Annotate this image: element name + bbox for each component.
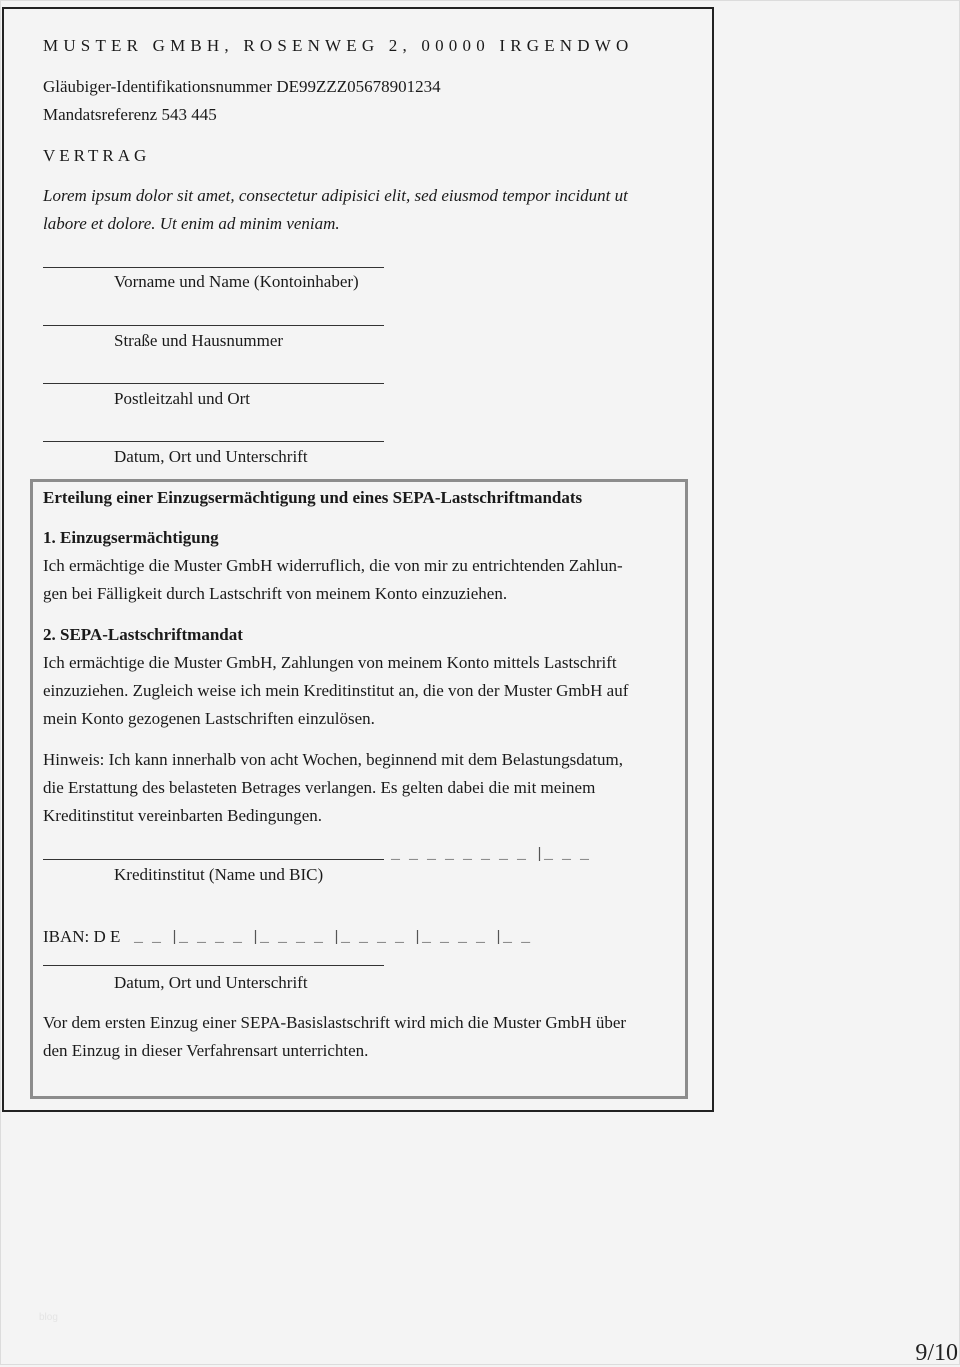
mandate-title: Erteilung einer Einzugsermächtigung und eines SEPA-Lastschriftmandats <box>43 488 583 507</box>
bic-input-field[interactable]: _ _ _ _ _ _ _ _ |_ _ _ <box>391 846 590 863</box>
street-input-line[interactable] <box>43 325 384 326</box>
section1-text-line-2: gen bei Fälligkeit durch Lastschrift von meinem Konto einzuziehen. <box>43 584 508 603</box>
notice-text-line-2: die Erstattung des belasteten Betrages verlangen. Es gelten dabei die mit meinem <box>43 778 596 797</box>
page-indicator: 9/10 <box>915 1340 958 1366</box>
section1-text-line-1: Ich ermächtige die Muster GmbH widerruflich, die von mir zu entrichtenden Zahlun- <box>43 556 623 575</box>
bank-name-input-line[interactable] <box>43 859 384 860</box>
mandate-signature-label: Datum, Ort und Unterschrift <box>114 973 308 992</box>
signature-field-label: Datum, Ort und Unterschrift <box>114 447 308 466</box>
section2-heading: 2. SEPA-Lastschriftmandat <box>43 625 243 644</box>
iban-label: IBAN: D E <box>43 927 121 946</box>
postal-city-field-label: Postleitzahl und Ort <box>114 389 250 408</box>
section1-heading: 1. Einzugsermächtigung <box>43 528 219 547</box>
closing-text-line-2: den Einzug in dieser Verfahrensart unterrichten. <box>43 1041 369 1060</box>
contract-title: VERTRAG <box>43 146 151 165</box>
signature-input-line[interactable] <box>43 441 384 442</box>
intro-text-line-2: labore et dolore. Ut enim ad minim veniam. <box>43 214 340 233</box>
closing-text-line-1: Vor dem ersten Einzug einer SEPA-Basislastschrift wird mich die Muster GmbH über <box>43 1013 627 1032</box>
creditor-id: Gläubiger-Identifikationsnummer DE99ZZZ05678901234 <box>43 77 441 96</box>
notice-text-line-3: Kreditinstitut vereinbarten Bedingungen. <box>43 806 323 825</box>
iban-input-field[interactable]: _ _ |_ _ _ _ |_ _ _ _ |_ _ _ _ |_ _ _ _ |_ _ <box>134 929 531 946</box>
section2-text-line-1: Ich ermächtige die Muster GmbH, Zahlungen von meinem Konto mittels Lastschrift <box>43 653 617 672</box>
section2-text-line-2: einzuziehen. Zugleich weise ich mein Kreditinstitut an, die von der Muster GmbH auf <box>43 681 629 700</box>
section2-text-line-3: mein Konto gezogenen Lastschriften einzulösen. <box>43 709 375 728</box>
postal-city-input-line[interactable] <box>43 383 384 384</box>
intro-text-line-1: Lorem ipsum dolor sit amet, consectetur adipisici elit, sed eiusmod tempor incidunt ut <box>43 186 628 205</box>
street-field-label: Straße und Hausnummer <box>114 331 284 350</box>
bank-field-label: Kreditinstitut (Name und BIC) <box>114 865 324 884</box>
notice-text-line-1: Hinweis: Ich kann innerhalb von acht Wochen, beginnend mit dem Belastungsdatum, <box>43 750 623 769</box>
company-address-line: MUSTER GMBH, ROSENWEG 2, 00000 IRGENDWO <box>43 36 634 55</box>
mandate-reference: Mandatsreferenz 543 445 <box>43 105 217 124</box>
mandate-signature-input-line[interactable] <box>43 965 384 966</box>
name-field-label: Vorname und Name (Kontoinhaber) <box>114 272 359 291</box>
watermark-text: blog <box>39 1312 58 1323</box>
